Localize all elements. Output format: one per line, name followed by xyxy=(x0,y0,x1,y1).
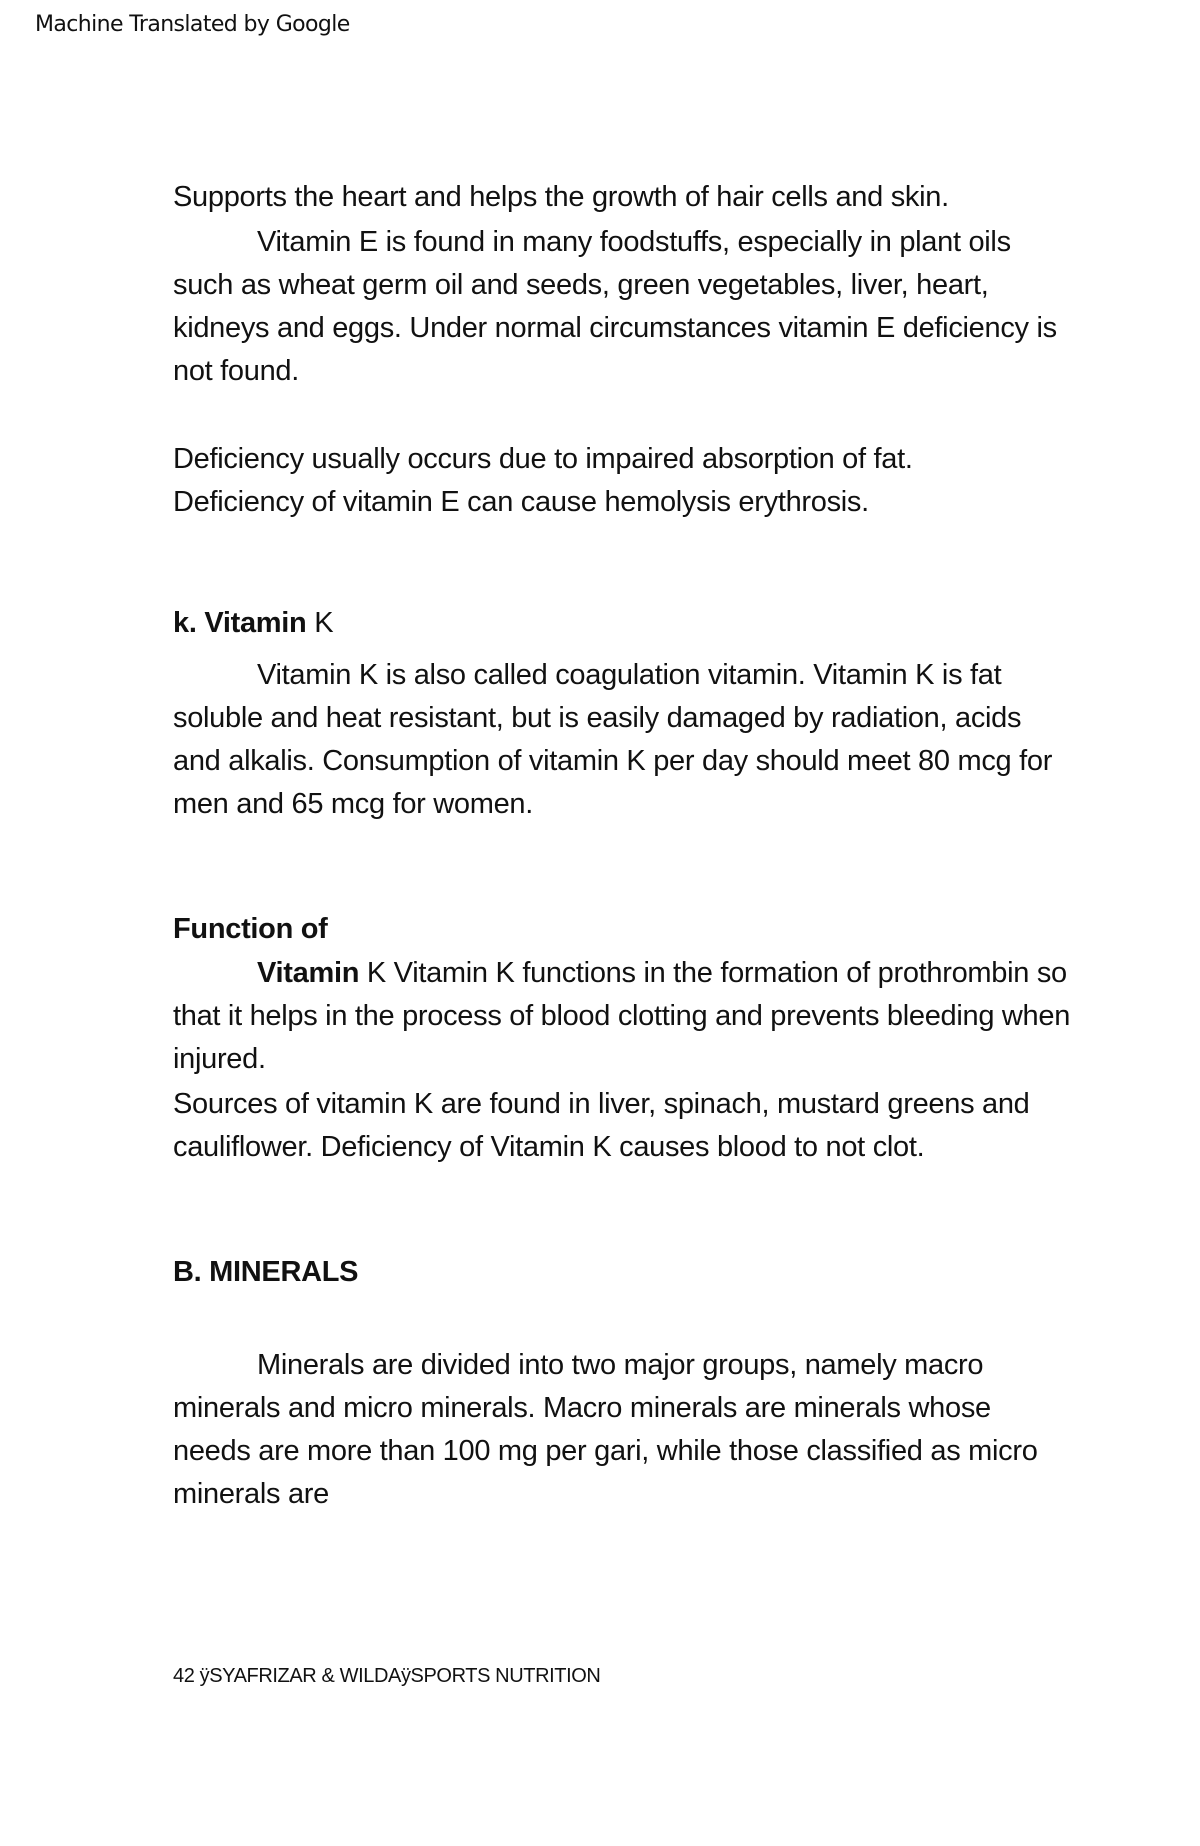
document-page xyxy=(173,176,1073,1516)
vitamin-k-heading-rest: K xyxy=(306,607,334,639)
paragraph-deficiency-vitamin-e: Deficiency of vitamin E can cause hemolysis erythrosis. xyxy=(173,486,869,518)
minerals-heading: B. MINERALS xyxy=(173,1256,359,1288)
paragraph-minerals-groups: Minerals are divided into two major groups, namely macro minerals and micro minerals. Macro minerals are minerals whose needs are more than 100 mg per gari, while those classified as micro minerals are xyxy=(173,1349,1038,1510)
paragraph-vitamin-k-function-rest: K Vitamin K functions in the formation of prothrombin so that it helps in the process of blood clotting and prevents bleeding when injured. xyxy=(173,957,1071,1075)
paragraph-deficiency-fat: Deficiency usually occurs due to impaired absorption of fat. xyxy=(173,443,913,475)
paragraph-vitamin-k-function-bold: Vitamin xyxy=(257,957,360,989)
vitamin-k-heading xyxy=(173,602,1073,645)
page-footer: 42 ÿSYAFRIZAR & WILDAÿSPORTS NUTRITION xyxy=(173,1665,601,1687)
paragraph-vitamin-k-intro: Vitamin K is also called coagulation vitamin. Vitamin K is fat soluble and heat resistant, but is easily damaged by radiation, acids and alkalis. Consumption of vitamin K per day should meet 80 mcg for men and 65 mcg for women. xyxy=(173,659,1053,820)
vitamin-k-heading-bold: k. Vitamin xyxy=(173,607,307,639)
machine-translation-banner: Machine Translated by Google xyxy=(35,12,350,37)
paragraph-vitamin-e-sources: Vitamin E is found in many foodstuffs, especially in plant oils such as wheat germ oil and seeds, green vegetables, liver, heart, kidneys and eggs. Under normal circumstances vitamin E deficiency is not found. xyxy=(173,226,1057,387)
paragraph-vitamin-k-function xyxy=(173,952,1073,1081)
paragraph-heart-skin: Supports the heart and helps the growth of hair cells and skin. xyxy=(173,181,949,213)
paragraph-vitamin-k-sources: Sources of vitamin K are found in liver, spinach, mustard greens and cauliflower. Deficiency of Vitamin K causes blood to not clot. xyxy=(173,1088,1030,1163)
function-heading: Function of xyxy=(173,913,328,945)
